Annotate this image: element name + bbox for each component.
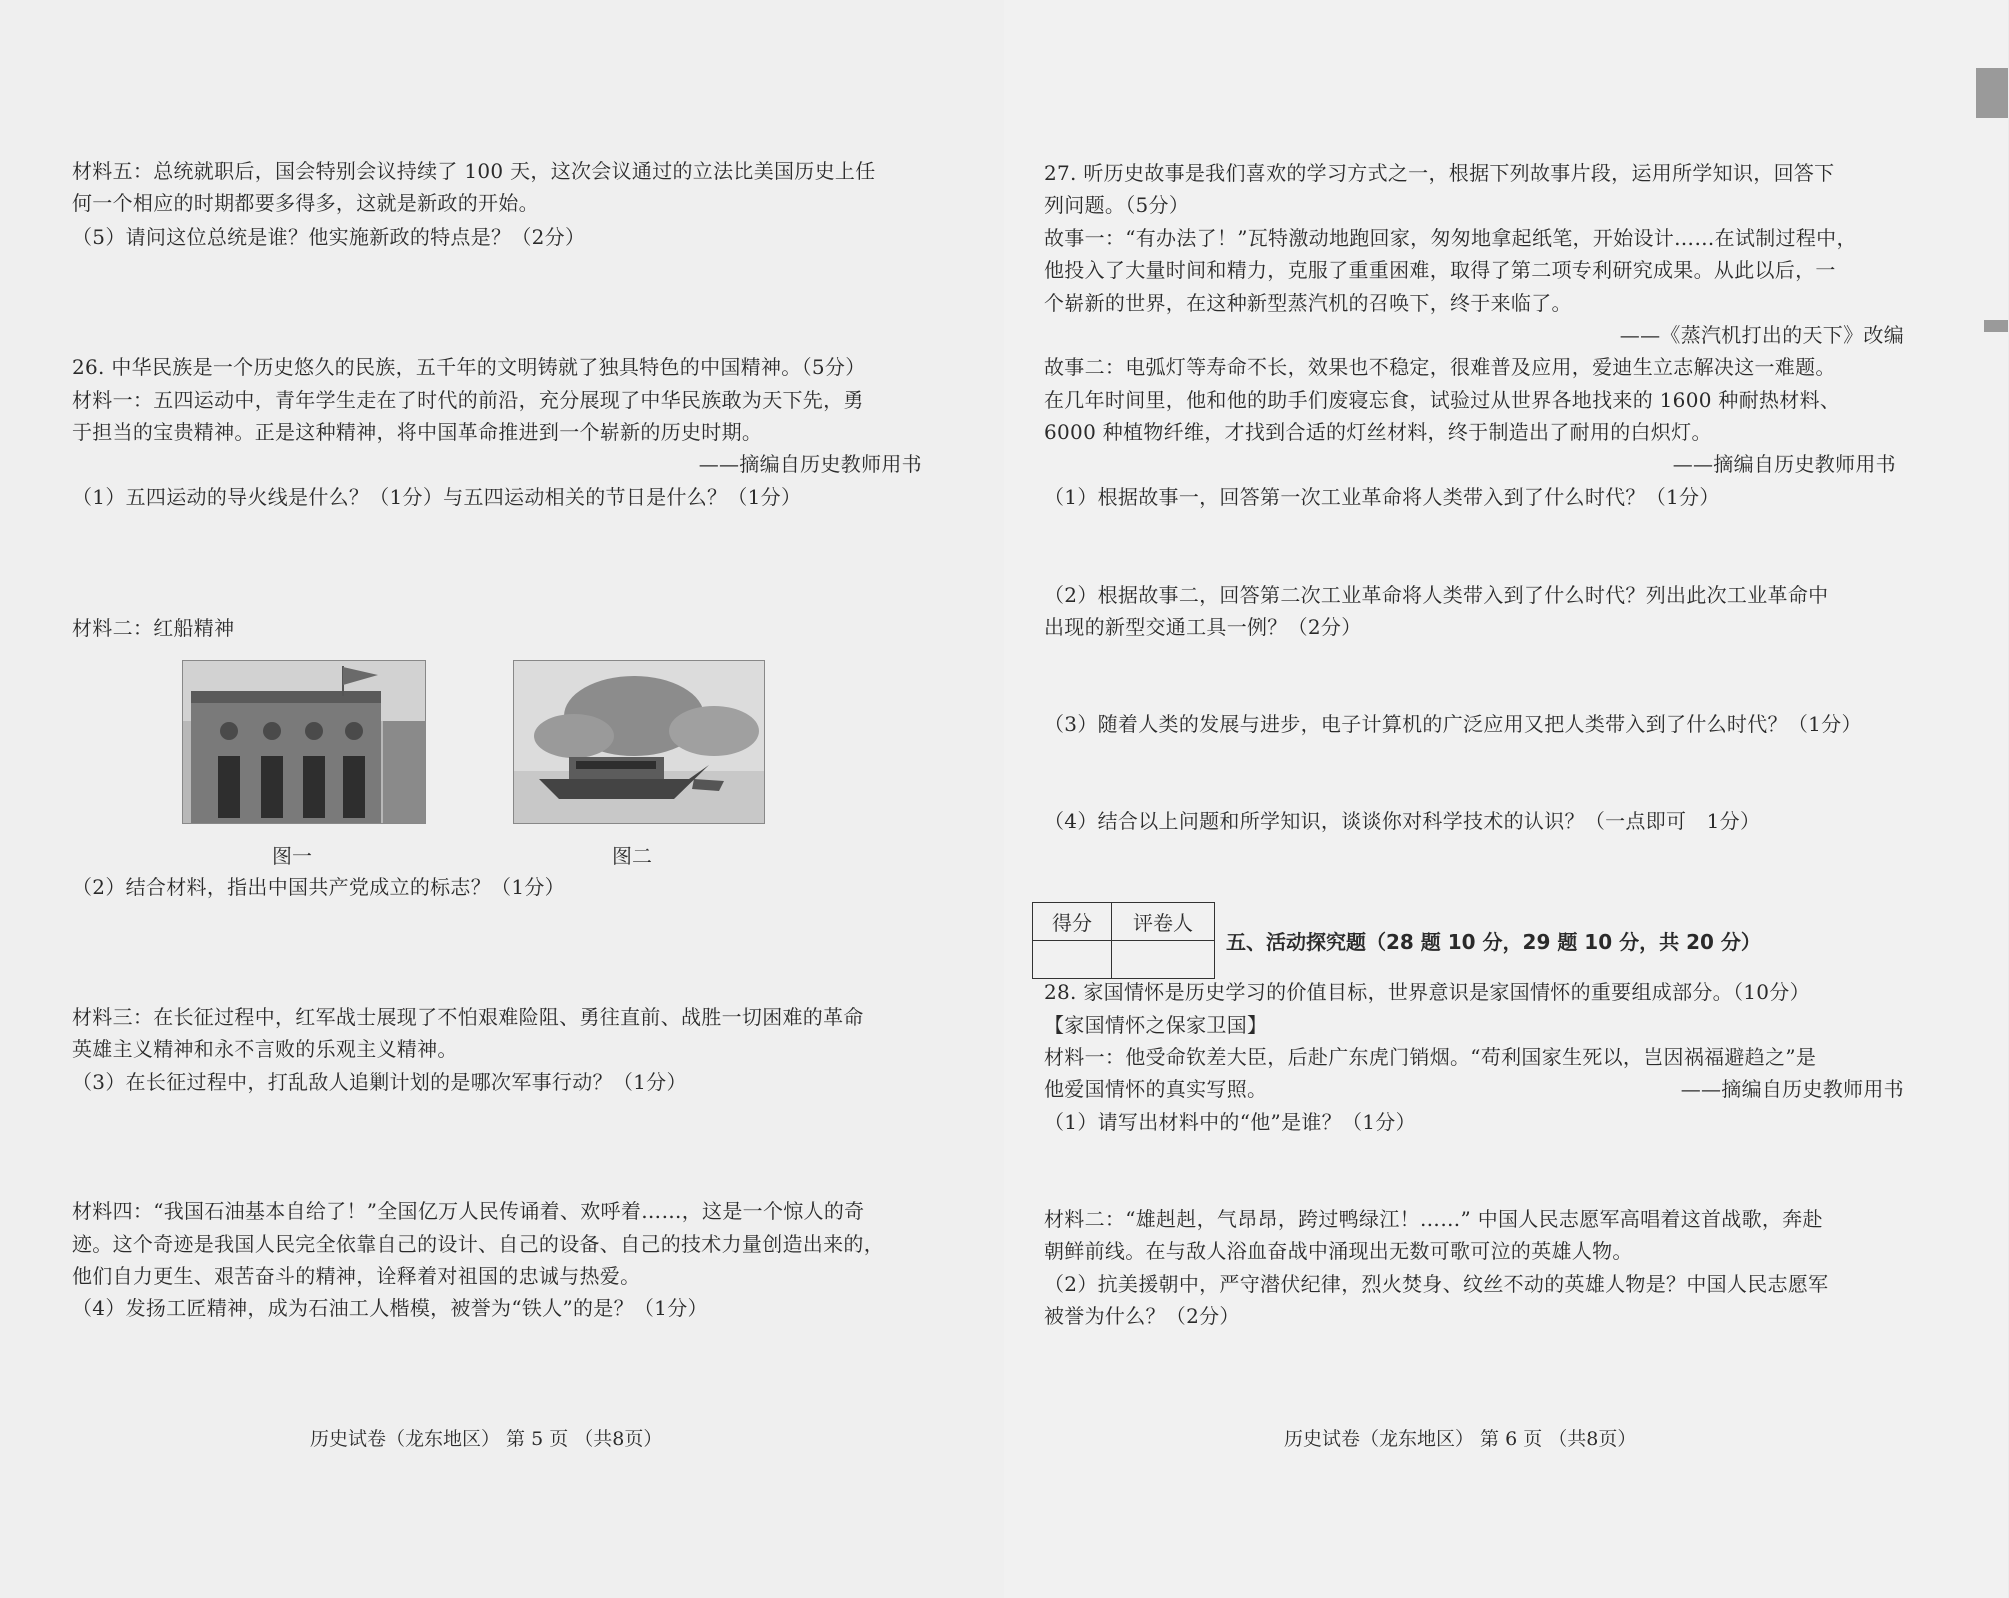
q28-heading: 28. 家国情怀是历史学习的价值目标，世界意识是家国情怀的重要组成部分。（10分） — [1044, 980, 1810, 1004]
q26-material4-line2: 迹。这个奇迹是我国人民完全依靠自己的设计、自己的设备、自己的技术力量创造出来的， — [72, 1232, 884, 1256]
q27-heading-line2: 列问题。（5分） — [1044, 193, 1190, 217]
score-label: 得分 — [1033, 903, 1112, 941]
story2-line2: 在几年时间里，他和他的助手们废寝忘食，试验过从世界各地找来的 1600 种耐热材料、 — [1044, 388, 1841, 412]
grader-cell — [1112, 941, 1215, 979]
q26-material3-line1: 材料三：在长征过程中，红军战士展现了不怕艰难险阻、勇往直前、战胜一切困难的革命 — [72, 1005, 864, 1029]
figure-1-red-building-photo — [182, 660, 426, 824]
q28-material1-source: ——摘编自历史教师用书 — [1680, 1077, 1904, 1101]
q26-subquestion-2: （2）结合材料，指出中国共产党成立的标志？（1分） — [72, 875, 565, 899]
q25-material5-line1: 材料五：总统就职后，国会特别会议持续了 100 天，这次会议通过的立法比美国历史上任 — [72, 159, 876, 183]
edge-tab-mark-middle — [1984, 320, 2008, 332]
story2-line3: 6000 种植物纤维，才找到合适的灯丝材料，终于制造出了耐用的白炽灯。 — [1044, 420, 1712, 444]
q26-subquestion-4: （4）发扬工匠精神，成为石油工人楷模，被誉为“铁人”的是？（1分） — [72, 1296, 708, 1320]
story1-line1: 故事一：“有办法了！”瓦特激动地跑回家，匆匆地拿起纸笔，开始设计……在试制过程中， — [1044, 226, 1857, 250]
q25-material5-line2: 何一个相应的时期都要多得多，这就是新政的开始。 — [72, 191, 539, 215]
figure-1-caption: 图一 — [272, 844, 312, 868]
q26-subquestion-1: （1）五四运动的导火线是什么？（1分）与五四运动相关的节日是什么？（1分） — [72, 485, 802, 509]
q27-heading-line1: 27. 听历史故事是我们喜欢的学习方式之一，根据下列故事片段，运用所学知识，回答下 — [1044, 161, 1835, 185]
q27-subquestion-3: （3）随着人类的发展与进步，电子计算机的广泛应用又把人类带入到了什么时代？（1分） — [1044, 712, 1862, 736]
q26-material4-line1: 材料四：“我国石油基本自给了！”全国亿万人民传诵着、欢呼着……，这是一个惊人的奇 — [72, 1199, 865, 1223]
q26-material2-heading: 材料二：红船精神 — [72, 616, 235, 640]
score-cell — [1033, 941, 1112, 979]
story1-line3: 个崭新的世界，在这种新型蒸汽机的召唤下，终于来临了。 — [1044, 291, 1572, 315]
q26-material4-line3: 他们自力更生、艰苦奋斗的精神，诠释着对祖国的忠诚与热爱。 — [72, 1264, 641, 1288]
q25-subquestion-5: （5）请问这位总统是谁？他实施新政的特点是？（2分） — [72, 225, 586, 249]
q27-subquestion-2-line2: 出现的新型交通工具一例？（2分） — [1044, 615, 1362, 639]
page-6-footer: 历史试卷（龙东地区） 第 6 页 （共8页） — [1284, 1428, 1637, 1450]
q26-heading: 26. 中华民族是一个历史悠久的民族，五千年的文明铸就了独具特色的中国精神。（5分） — [72, 355, 866, 379]
q27-subquestion-4: （4）结合以上问题和所学知识，谈谈你对科学技术的认识？（一点即可 1分） — [1044, 809, 1761, 833]
story1-line2: 他投入了大量时间和精力，克服了重重困难，取得了第二项专利研究成果。从此以后，一 — [1044, 258, 1836, 282]
q28-material1-line1: 材料一：他受命钦差大臣，后赴广东虎门销烟。“苟利国家生死以，岂因祸福避趋之”是 — [1044, 1045, 1817, 1069]
score-box — [1032, 902, 1215, 979]
section-5-heading: 五、活动探究题（28 题 10 分，29 题 10 分，共 20 分） — [1226, 930, 1761, 954]
story2-source: ——摘编自历史教师用书 — [1672, 452, 1896, 476]
q28-topic: 【家国情怀之保家卫国】 — [1044, 1013, 1268, 1037]
edge-tab-mark-top — [1976, 68, 2008, 118]
q26-material1-source: ——摘编自历史教师用书 — [698, 452, 922, 476]
q26-subquestion-3: （3）在长征过程中，打乱敌人追剿计划的是哪次军事行动？（1分） — [72, 1070, 687, 1094]
exam-page-6 — [1004, 0, 2008, 1598]
page-5-footer: 历史试卷（龙东地区） 第 5 页 （共8页） — [310, 1428, 663, 1450]
figure-2-caption: 图二 — [612, 844, 652, 868]
q27-subquestion-2-line1: （2）根据故事二，回答第二次工业革命将人类带入到了什么时代？列出此次工业革命中 — [1044, 583, 1829, 607]
story1-source: ——《蒸汽机打出的天下》改编 — [1619, 323, 1904, 347]
q26-material3-line2: 英雄主义精神和永不言败的乐观主义精神。 — [72, 1037, 458, 1061]
exam-page-5 — [0, 0, 1004, 1598]
q28-subquestion-2-line1: （2）抗美援朝中，严守潜伏纪律，烈火焚身、纹丝不动的英雄人物是？中国人民志愿军 — [1044, 1272, 1829, 1296]
q27-subquestion-1: （1）根据故事一，回答第一次工业革命将人类带入到了什么时代？（1分） — [1044, 485, 1720, 509]
q28-material1-line2: 他爱国情怀的真实写照。 — [1044, 1077, 1268, 1101]
q28-material2-line2: 朝鲜前线。在与敌人浴血奋战中涌现出无数可歌可泣的英雄人物。 — [1044, 1239, 1633, 1263]
q28-subquestion-1: （1）请写出材料中的“他”是谁？（1分） — [1044, 1110, 1416, 1134]
q26-material1-line1: 材料一：五四运动中，青年学生走在了时代的前沿，充分展现了中华民族敢为天下先，勇 — [72, 388, 864, 412]
q26-material1-line2: 于担当的宝贵精神。正是这种精神，将中国革命推进到一个崭新的历史时期。 — [72, 420, 763, 444]
story2-line1: 故事二：电弧灯等寿命不长，效果也不稳定，很难普及应用，爱迪生立志解决这一难题。 — [1044, 355, 1836, 379]
grader-label: 评卷人 — [1112, 903, 1215, 941]
figure-2-red-boat-photo — [513, 660, 765, 824]
q28-subquestion-2-line2: 被誉为什么？（2分） — [1044, 1304, 1240, 1328]
q28-material2-line1: 材料二：“雄赳赳，气昂昂，跨过鸭绿江！……” 中国人民志愿军高唱着这首战歌，奔赴 — [1044, 1207, 1823, 1231]
